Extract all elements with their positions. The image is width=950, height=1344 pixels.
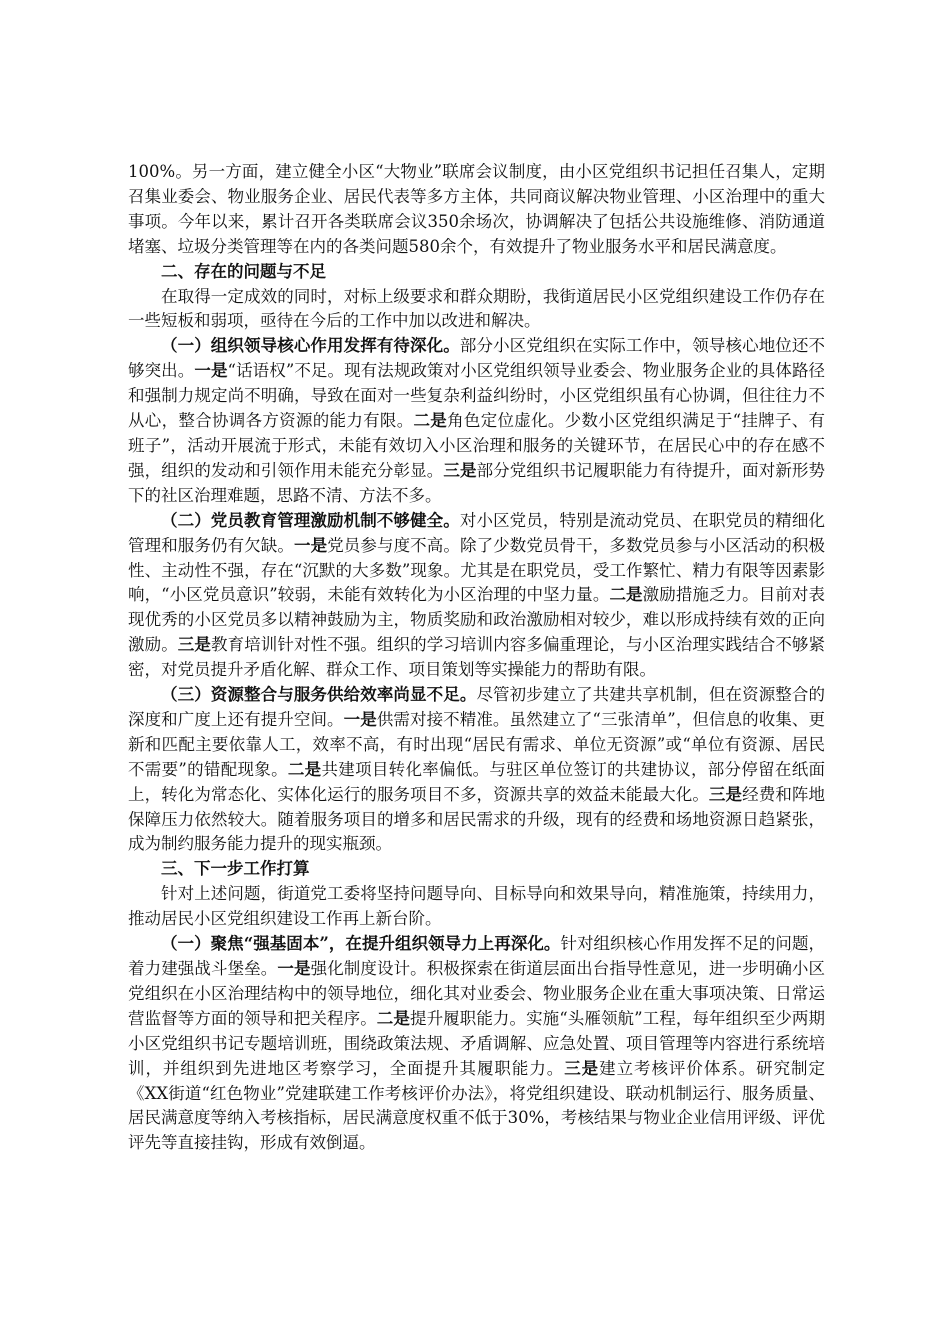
- paragraph-problem-1: [128, 334, 825, 508]
- enumerator-label: 二是: [287, 759, 322, 779]
- enumerator-label: 一是: [293, 535, 328, 555]
- text-segment: 激励措施乏力。目前对表现优秀的小区党员多以精神鼓励为主，物质奖励和政治激励相对较少，难以形成持续有效的正向激励。: [128, 585, 826, 655]
- text-segment: 供需对接不精准。虽然建立了“三张清单”，但信息的收集、更新和匹配主要依靠人工，效率不高，有时出现“居民有需求、单位无资源”或“单位有资源、居民不需要”的错配现象。: [128, 709, 826, 779]
- text-segment: 建立考核评价体系。研究制定《XX街道“红色物业”党建联建工作考核评价办法》，将党组织建设、联动机制运行、服务质量、居民满意度等纳入考核指标，居民满意度权重不低于30%，考核结果与物业企业信用评级、评优评先等直接挂钩，形成有效倒逼。: [128, 1058, 826, 1153]
- text-segment: 针对组织核心作用发挥不足的问题，着力建强战斗堡垒。: [128, 934, 826, 978]
- enumerator-label: 三是: [443, 460, 477, 480]
- paragraph-problem-3: [128, 683, 825, 857]
- enumerator-label: 二是: [609, 585, 643, 605]
- text-segment: 提升履职能力。实施“头雁领航”工程，每年组织至少两期小区党组织书记专题培训班，围绕政策法规、矛盾调解、应急处置、项目管理等内容进行系统培训，并组织到先进地区考察学习，全面提升其履职能力。: [128, 1008, 826, 1078]
- subheading-text: （二）党员教育管理激励机制不够健全。: [161, 510, 460, 530]
- enumerator-label: 一是: [343, 709, 377, 729]
- text-segment: 尽管初步建立了共建共享机制，但在资源整合的深度和广度上还有提升空间。: [128, 685, 826, 729]
- text-segment: 强化制度设计。积极探索在街道层面出台指导性意见，进一步明确小区党组织在小区治理结构中的领导地位，细化其对业委会、物业服务企业在重大事项决策、日常运营监督等方面的领导和把关程序。: [128, 959, 826, 1028]
- enumerator-label: 三是: [177, 635, 211, 655]
- text-segment: 在取得一定成效的同时，对标上级要求和群众期盼，我街道居民小区党组织建设工作仍存在一些短板和弱项，亟待在今后的工作中加以改进和解决。: [128, 286, 825, 331]
- subheading-text: （一）组织领导核心作用发挥有待深化。: [161, 336, 460, 356]
- enumerator-label: 二是: [413, 411, 448, 431]
- paragraph-plan-1: [128, 932, 825, 1156]
- enumerator-label: 二是: [376, 1008, 410, 1028]
- enumerator-label: 三是: [564, 1058, 600, 1078]
- text-segment: 共建项目转化率偏低。与驻区单位签订的共建协议，部分停留在纸面上，转化为常态化、实体化运行的服务项目不多，资源共享的效益未能最大化。: [128, 759, 826, 804]
- subheading-text: （一）聚焦“强基固本”，在提升组织领导力上再深化。: [161, 934, 561, 954]
- paragraph-next-steps-intro: [128, 882, 825, 932]
- text-segment: 经费和阵地保障压力依然较大。随着服务项目的增多和居民需求的升级，现有的经费和场地资源日趋紧张，成为制约服务能力提升的现实瓶颈。: [128, 784, 826, 854]
- text-segment: 针对上述问题，街道党工委将坚持问题导向、目标导向和效果导向，精准施策，持续用力，推动居民小区党组织建设工作再上新台阶。: [128, 884, 825, 929]
- text-segment: 部分小区党组织在实际工作中，领导核心地位还不够突出。: [128, 336, 826, 381]
- enumerator-label: 一是: [277, 959, 311, 978]
- document-page: [128, 160, 825, 1156]
- heading-text: 二、存在的问题与不足: [161, 261, 326, 281]
- enumerator-label: 三是: [708, 784, 743, 804]
- section-heading-next-steps: [128, 857, 825, 882]
- paragraph-problems-intro: [128, 285, 825, 335]
- text-segment: “话语权”不足。现有法规政策对小区党组织领导业委会、物业服务企业的具体路径和强制力规定尚不明确，导致在面对一些复杂利益纠纷时，小区党组织虽有心协调，但往往力不从心，整合协调各方资源的能力有限。: [128, 361, 826, 431]
- text-segment: 100%。另一方面，建立健全小区“大物业”联席会议制度，由小区党组织书记担任召集人，定期召集业委会、物业服务企业、居民代表等多方主体，共同商议解决物业管理、小区治理中的重大事项。今年以来，累计召开各类联席会议350余场次，协调解决了包括公共设施维修、消防通道堵塞、垃圾分类管理等在内的各类问题580余个，有效提升了物业服务水平和居民满意度。: [128, 162, 825, 256]
- text-segment: 党员参与度不高。除了少数党员骨干，多数党员参与小区活动的积极性、主动性不强，存在“沉默的大多数”现象。尤其是在职党员，受工作繁忙、精力有限等因素影响，“小区党员意识”较弱，未能有效转化为小区治理的中坚力量。: [128, 535, 826, 605]
- section-heading-problems: [128, 260, 825, 285]
- paragraph-problem-2: [128, 509, 825, 683]
- text-segment: 角色定位虚化。少数小区党组织满足于“挂牌子、有班子”，活动开展流于形式，未能有效切入小区治理和服务的关键环节，在居民心中的存在感不强，组织的发动和引领作用未能充分彰显。: [128, 411, 826, 480]
- text-segment: 教育培训针对性不强。组织的学习培训内容多偏重理论，与小区治理实践结合不够紧密，对党员提升矛盾化解、群众工作、项目策划等实操能力的帮助有限。: [128, 635, 826, 680]
- paragraph-intro-continuation: [128, 160, 825, 260]
- text-segment: 部分党组织书记履职能力有待提升，面对新形势下的社区治理难题，思路不清、方法不多。: [128, 460, 826, 505]
- enumerator-label: 一是: [194, 361, 228, 381]
- heading-text: 三、下一步工作打算: [161, 859, 310, 879]
- subheading-text: （三）资源整合与服务供给效率尚显不足。: [161, 685, 477, 705]
- text-segment: 对小区党员，特别是流动党员、在职党员的精细化管理和服务仍有欠缺。: [128, 510, 826, 555]
